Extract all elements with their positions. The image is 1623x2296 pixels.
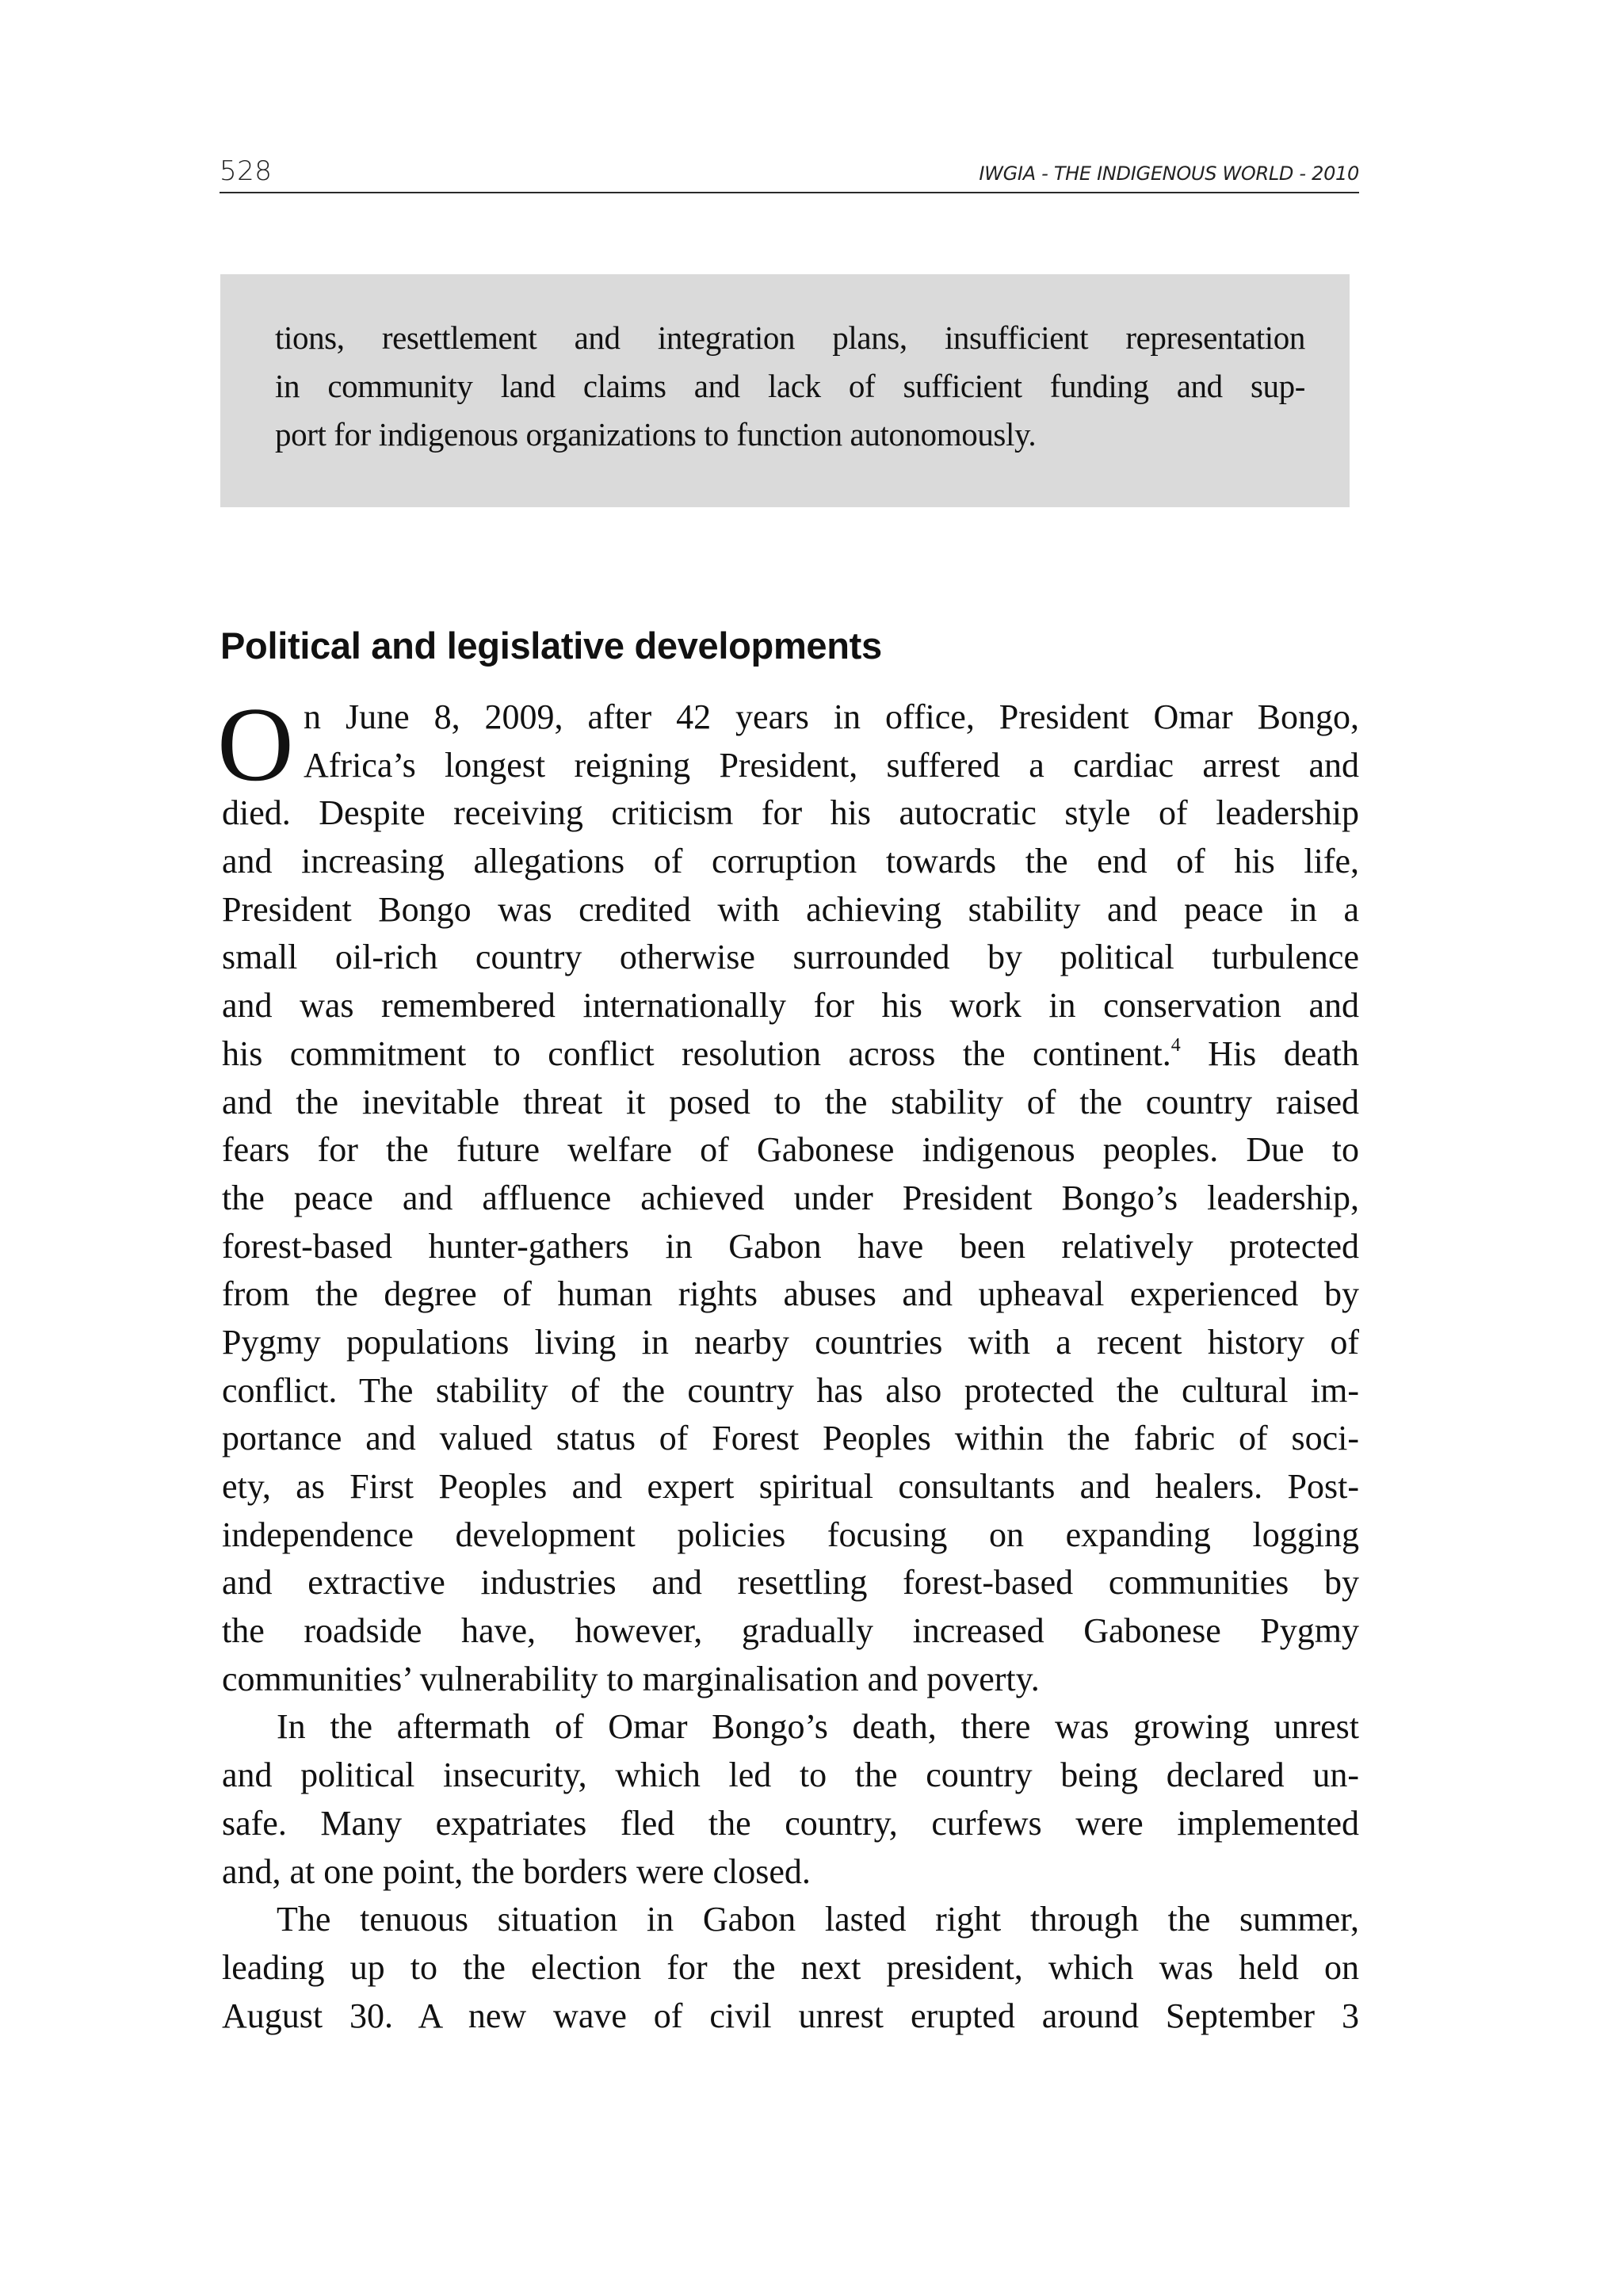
- body-line: and extractive industries and resettling forest-based communities by: [222, 1563, 1359, 1603]
- running-title: IWGIA - THE INDIGENOUS WORLD - 2010: [979, 162, 1359, 185]
- body-line: small oil-rich country otherwise surrounded by political turbulence: [222, 938, 1359, 977]
- callout-text: [275, 314, 1305, 459]
- body-line: and, at one point, the borders were closed.: [222, 1851, 811, 1891]
- section-heading: Political and legislative developments: [220, 625, 882, 667]
- body-line: n June 8, 2009, after 42 years in office, President Omar Bongo,: [304, 697, 1359, 736]
- footnote-ref[interactable]: 4: [1170, 1034, 1181, 1056]
- body-line: Africa’s longest reigning President, suffered a cardiac arrest and: [304, 745, 1359, 785]
- body-line: and political insecurity, which led to the country being declared un-: [222, 1755, 1359, 1795]
- drop-cap: O: [217, 686, 294, 803]
- body-line-with-footnote: [222, 1030, 1359, 1079]
- body-line: the roadside have, however, gradually increased Gabonese Pygmy: [222, 1611, 1359, 1651]
- body-line: ety, as First Peoples and expert spiritual consultants and healers. Post-: [222, 1467, 1359, 1506]
- callout-line: tions, resettlement and integration plans, insufficient representation: [275, 319, 1305, 356]
- body-line: communities’ vulnerability to marginalisation and poverty.: [222, 1659, 1040, 1698]
- callout-line: port for indigenous organizations to function autonomously.: [275, 416, 1037, 453]
- body-line: died. Despite receiving criticism for his autocratic style of leadership: [222, 793, 1359, 833]
- body-line: and was remembered internationally for his work in conservation and: [222, 986, 1359, 1026]
- body-line: The tenuous situation in Gabon lasted right through the summer,: [277, 1900, 1359, 1939]
- body-line: and increasing allegations of corruption towards the end of his life,: [222, 842, 1359, 881]
- body-line-text: his commitment to conflict resolution across the continent.: [222, 1033, 1171, 1073]
- body-line: fears for the future welfare of Gabonese indigenous peoples. Due to: [222, 1130, 1359, 1170]
- body-line: safe. Many expatriates fled the country, curfews were implemented: [222, 1803, 1359, 1843]
- body-line: portance and valued status of Forest Peoples within the fabric of soci-: [222, 1419, 1359, 1458]
- body-line: the peace and affluence achieved under President Bongo’s leadership,: [222, 1178, 1359, 1217]
- callout-line: in community land claims and lack of sufficient funding and sup-: [275, 368, 1305, 404]
- body-line: In the aftermath of Omar Bongo’s death, there was growing unrest: [277, 1707, 1359, 1747]
- callout-box: [220, 274, 1350, 507]
- body-line: leading up to the election for the next president, which was held on: [222, 1947, 1359, 1987]
- page-number: 528: [220, 155, 273, 187]
- body-text: [217, 686, 1359, 2040]
- body-line: conflict. The stability of the country has also protected the cultural im-: [222, 1370, 1359, 1410]
- body-line: August 30. A new wave of civil unrest erupted around September 3: [222, 1996, 1359, 2035]
- body-line: independence development policies focusing on expanding logging: [222, 1515, 1359, 1554]
- body-line: and the inevitable threat it posed to the stability of the country raised: [222, 1082, 1359, 1121]
- body-line: Pygmy populations living in nearby countries with a recent history of: [222, 1322, 1359, 1362]
- body-line: President Bongo was credited with achieving stability and peace in a: [222, 889, 1359, 929]
- body-line-tail: His death: [1180, 1033, 1359, 1073]
- running-header: [220, 155, 1359, 193]
- body-line: forest-based hunter-gathers in Gabon have been relatively protected: [222, 1226, 1359, 1266]
- header-rule: [220, 192, 1359, 193]
- body-line: from the degree of human rights abuses and upheaval experienced by: [222, 1274, 1359, 1314]
